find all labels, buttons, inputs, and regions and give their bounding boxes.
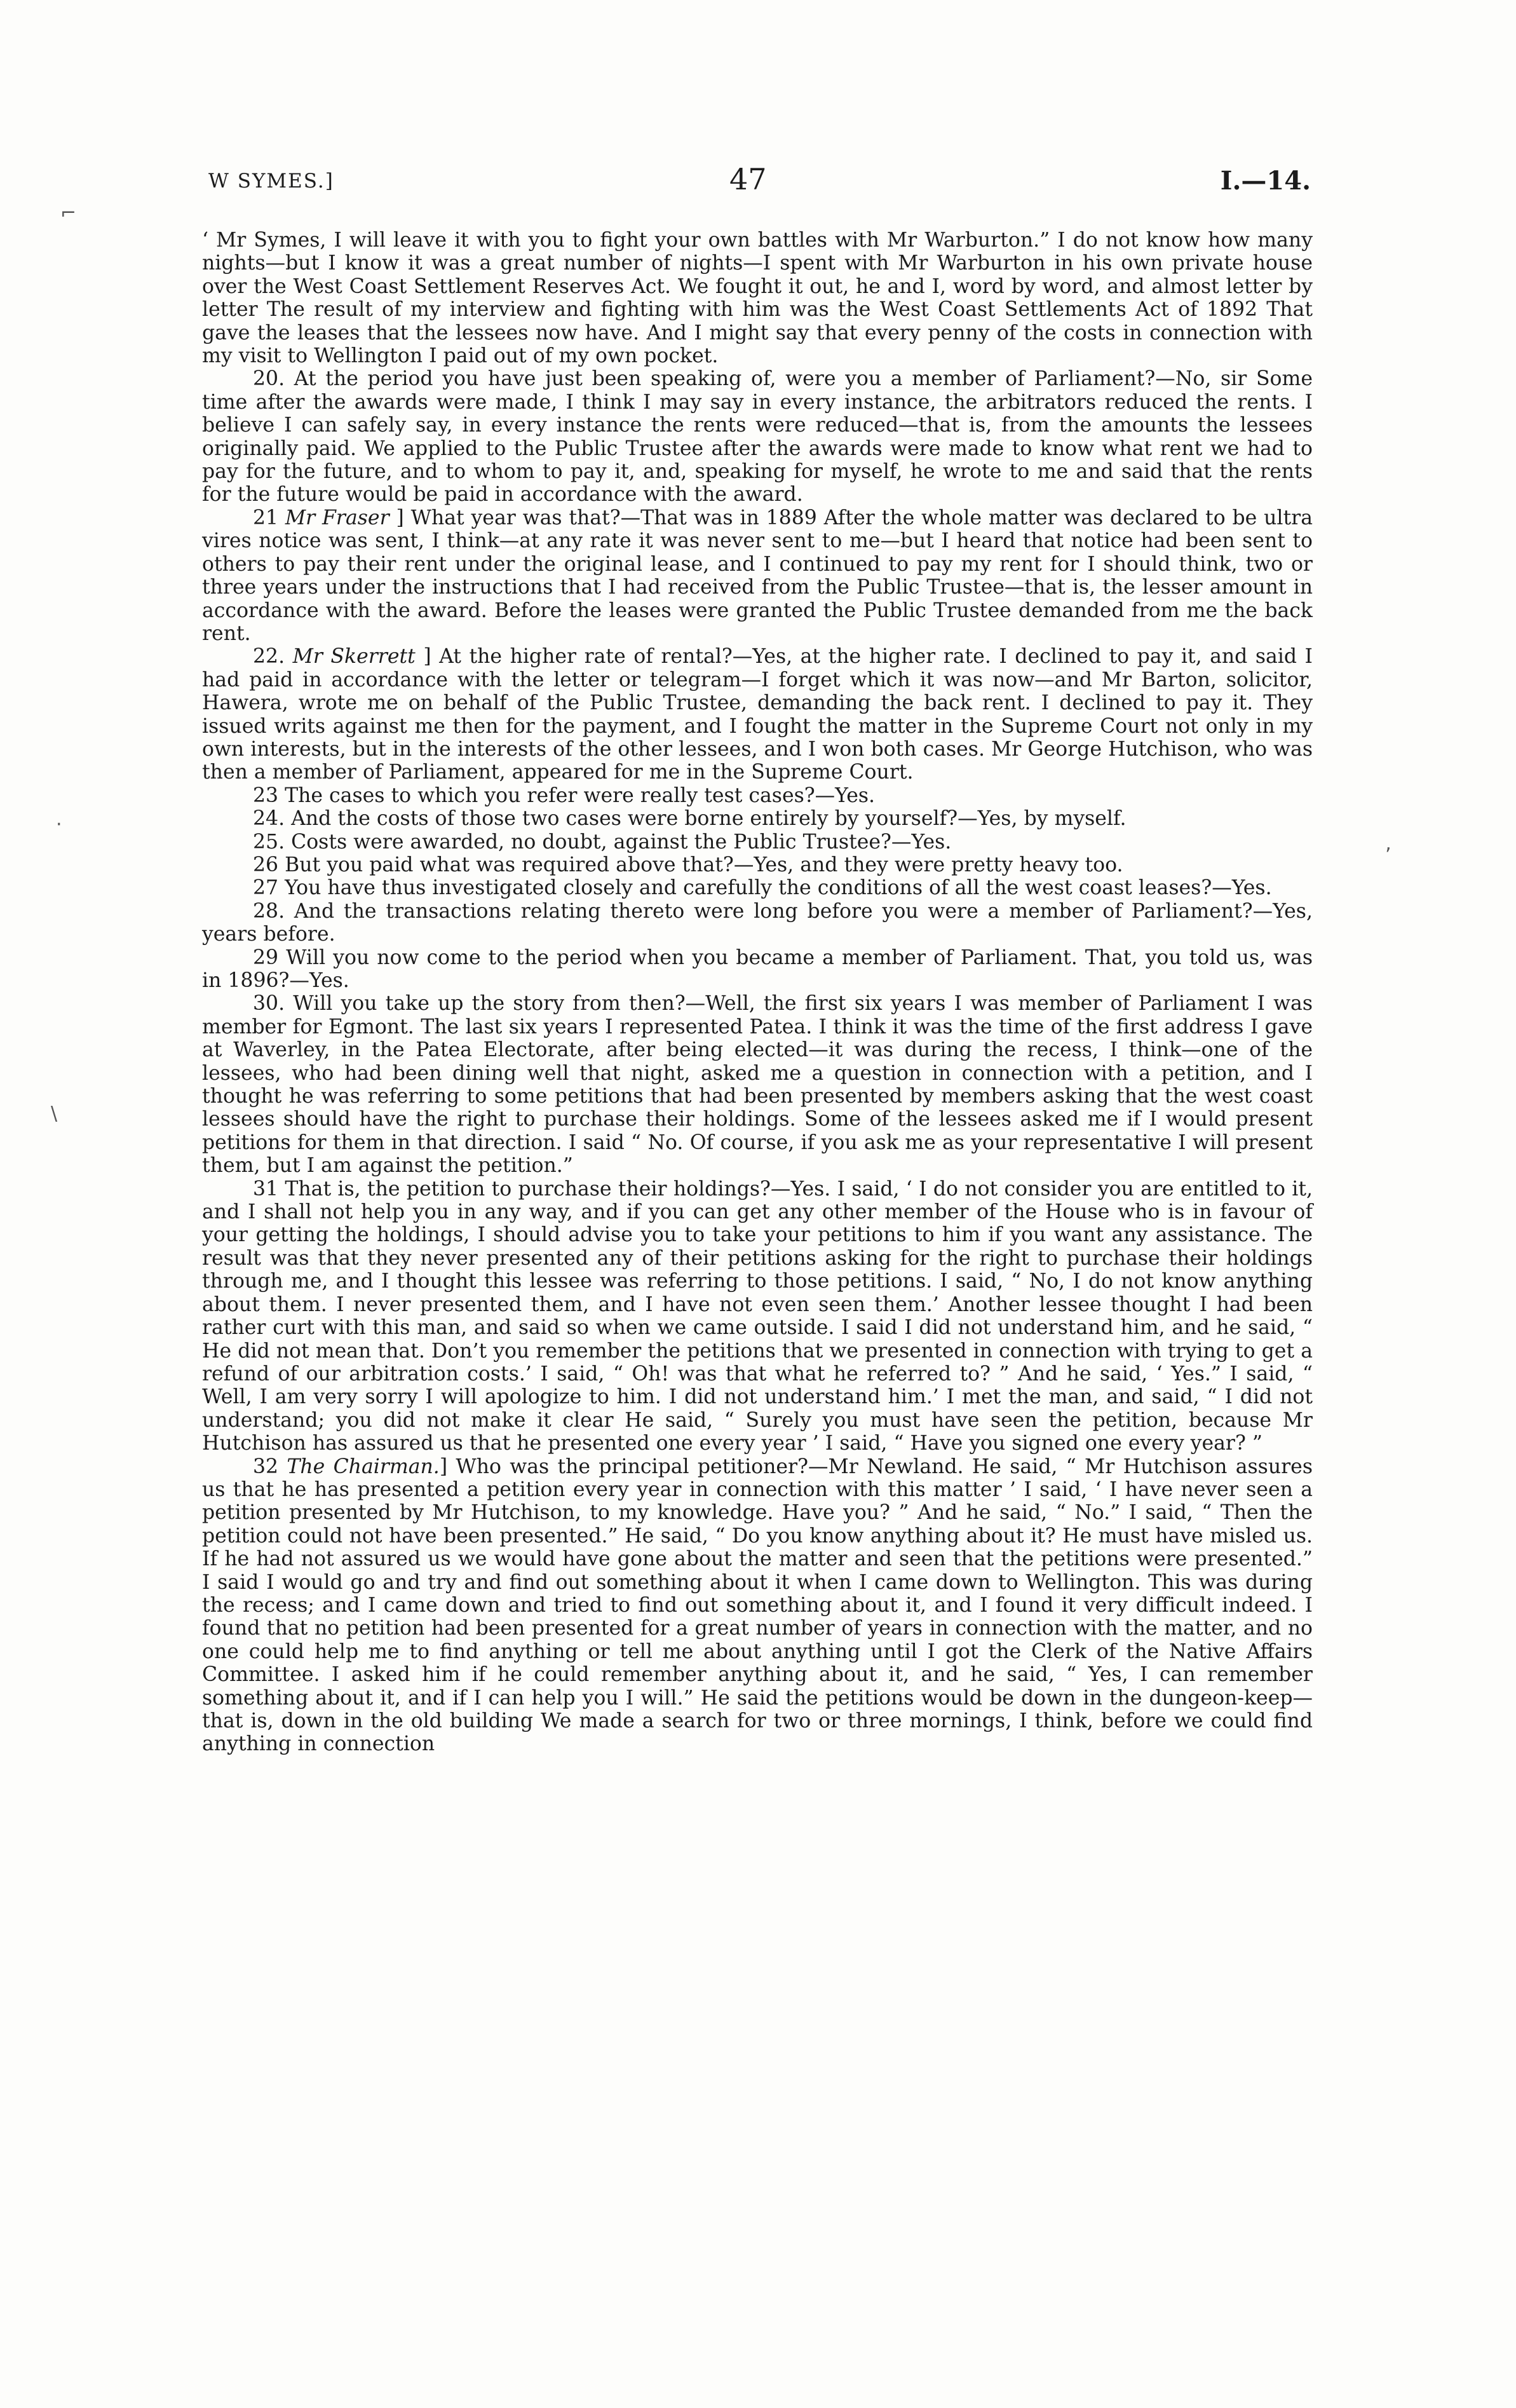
- paragraph-q21: 21 Mr Fraser ] What year was that?—That was in 1889 After the whole matter was declared to be ultra vires notice was sent, I think—at any rate it was never sent to me—but I heard that notice had been sent to others to pay their rent under the original lease, and I continued to pay my rent for I should think, two or three years under the instructions that I had received from the Public Trustee—that is, the lesser amount in accordance with the award. Before the leases were granted the Public Trustee demanded from me the back rent.: [202, 506, 1313, 645]
- margin-mark: ‚: [1385, 833, 1391, 855]
- paragraph-q23: 23 The cases to which you refer were really test cases?—Yes.: [253, 784, 876, 807]
- page-header: [208, 162, 1311, 207]
- paragraph-q25: 25. Costs were awarded, no doubt, against the Public Trustee?—Yes.: [253, 830, 952, 854]
- running-head-witness: W SYMES.]: [208, 170, 334, 193]
- paragraph-q20: 20. At the period you have just been speaking of, were you a member of Parliament?—No, sir Some time after the awards were made, I think I may say in every instance, the arbitrators reduced the rents. I believe I can safely say, in every instance the rents were reduced—that is, from the amounts the lessees originally paid. We applied to the Public Trustee after the awards were made to know what rent we had to pay for the future, and to whom to pay it, and, speaking for myself, he wrote to me and said that the rents for the future would be paid in accordance with the award.: [202, 367, 1313, 507]
- paragraph-q28: 28. And the transactions relating thereto were long before you were a member of Parliament?—Yes, years before.: [202, 899, 1313, 946]
- margin-mark: ⌐: [60, 202, 77, 224]
- paragraph-q29: 29 Will you now come to the period when you became a member of Parliament. That, you told us, was in 1896?—Yes.: [202, 946, 1313, 992]
- speaker-name: Mr Fraser: [285, 506, 389, 529]
- paragraph-continuation: ‘ Mr Symes, I will leave it with you to fight your own battles with Mr Warburton.” I do not know how many nights—but I know it was a great number of nights—I spent with Mr Warburton in his own private house over the West Coast Settlement Reserves Act. We fought it out, he and I, word by word, and almost letter by letter The result of my interview and fighting with him was the West Coast Settlements Act of 1892 That gave the leases that the lessees now have. And I might say that every penny of the costs in connection with my visit to Wellington I paid out of my own pocket.: [202, 229, 1313, 368]
- paragraph-q26: 26 But you paid what was required above that?—Yes, and they were pretty heavy too.: [253, 853, 1123, 876]
- paragraph-q32: 32 The Chairman.] Who was the principal petitioner?—Mr Newland. He said, “ Mr Hutchison assures us that he has presented a petition every year in connection with this matter ’ I said, ‘ I have never seen a petition presented by Mr Hutchison, to my knowledge. Have you? ” And he said, “ No.” I said, “ Then the petition could not have been presented.” He said, “ Do you know anything about it? He must have misled us. If he had not assured us we would have gone about the matter and seen that the petitions were presented.” I said I would go and try and find out something about it when I came down to Wellington. This was during the recess; and I came down and tried to find out something about it, and I found it very difficult indeed. I found that no petition had been presented for a great number of years in connection with the matter, and no one could help me to find anything or tell me about anything until I got the Clerk of the Native Affairs Committee. I asked him if he could remember anything about it, and he said, “ Yes, I can remember something about it, and if I can help you I will.” He said the petitions would be down in the dungeon-keep—that is, down in the old building We made a search for two or three mornings, I think, before we could find anything in connection: [202, 1455, 1313, 1756]
- paper-reference: I.—14.: [1220, 166, 1311, 196]
- paragraph-q31: 31 That is, the petition to purchase their holdings?—Yes. I said, ‘ I do not consider you are entitled to it, and I shall not help you in any way, and if you can get any other member of the House who is in favour of your getting the holdings, I should advise you to take your petitions to him if you want any assistance. The result was that they never presented any of their petitions asking for the right to purchase their holdings through me, and I thought this lessee was referring to those petitions. I said, “ No, I do not know anything about them. I never presented them, and I have not even seen them.’ Another lessee thought I had been rather curt with this man, and said so when we came outside. I said I did not understand him, and he said, “ He did not mean that. Don’t you remember the petitions that we presented in connection with trying to get a refund of our arbitration costs.’ I said, “ Oh! was that what he referred to? ” And he said, ‘ Yes.” I said, “ Well, I am very sorry I will apologize to him. I did not understand him.’ I met the man, and said, “ I did not understand; you did not make it clear He said, “ Surely you must have seen the petition, because Mr Hutchison has assured us that he presented one every year ’ I said, “ Have you signed one every year? ”: [202, 1177, 1313, 1455]
- speaker-name: Mr Skerrett: [292, 645, 416, 669]
- paragraph-q24: 24. And the costs of those two cases were borne entirely by yourself?—Yes, by myself.: [253, 807, 1127, 831]
- paragraph-q22: 22. Mr Skerrett ] At the higher rate of rental?—Yes, at the higher rate. I declined to pay it, and said I had paid in accordance with the letter or telegram—I forget which it was now—and Mr Barton, solicitor, Hawera, wrote me on behalf of the Public Trustee, demanding the back rent. I declined to pay it. They issued writs against me then for the payment, and I fought the matter in the Supreme Court not only in my own interests, but in the interests of the other lessees, and I won both cases. Mr George Hutchison, who was then a member of Parliament, appeared for me in the Supreme Court.: [202, 645, 1313, 784]
- margin-mark: \: [51, 1103, 58, 1125]
- page-number: 47: [729, 162, 767, 196]
- paragraph-q30: 30. Will you take up the story from then?—Well, the first six years I was member of Parliament I was member for Egmont. The last six years I represented Patea. I think it was the time of the first address I gave at Waverley, in the Patea Electorate, after being elected—it was during the recess, I think—one of the lessees, who had been dining well that night, asked me a question in connection with a petition, and I thought he was referring to some petitions that had been presented by members asking that the west coast lessees should have the right to purchase their holdings. Some of the lessees asked me if I would present petitions for them in that direction. I said “ No. Of course, if you ask me as your representative I will present them, but I am against the petition.”: [202, 992, 1313, 1178]
- speaker-name: The Chairman.: [287, 1455, 440, 1478]
- margin-mark: ·: [56, 813, 62, 836]
- body-text: [202, 229, 1313, 1756]
- paragraph-q27: 27 You have thus investigated closely and carefully the conditions of all the west coast leases?—Yes.: [253, 876, 1272, 900]
